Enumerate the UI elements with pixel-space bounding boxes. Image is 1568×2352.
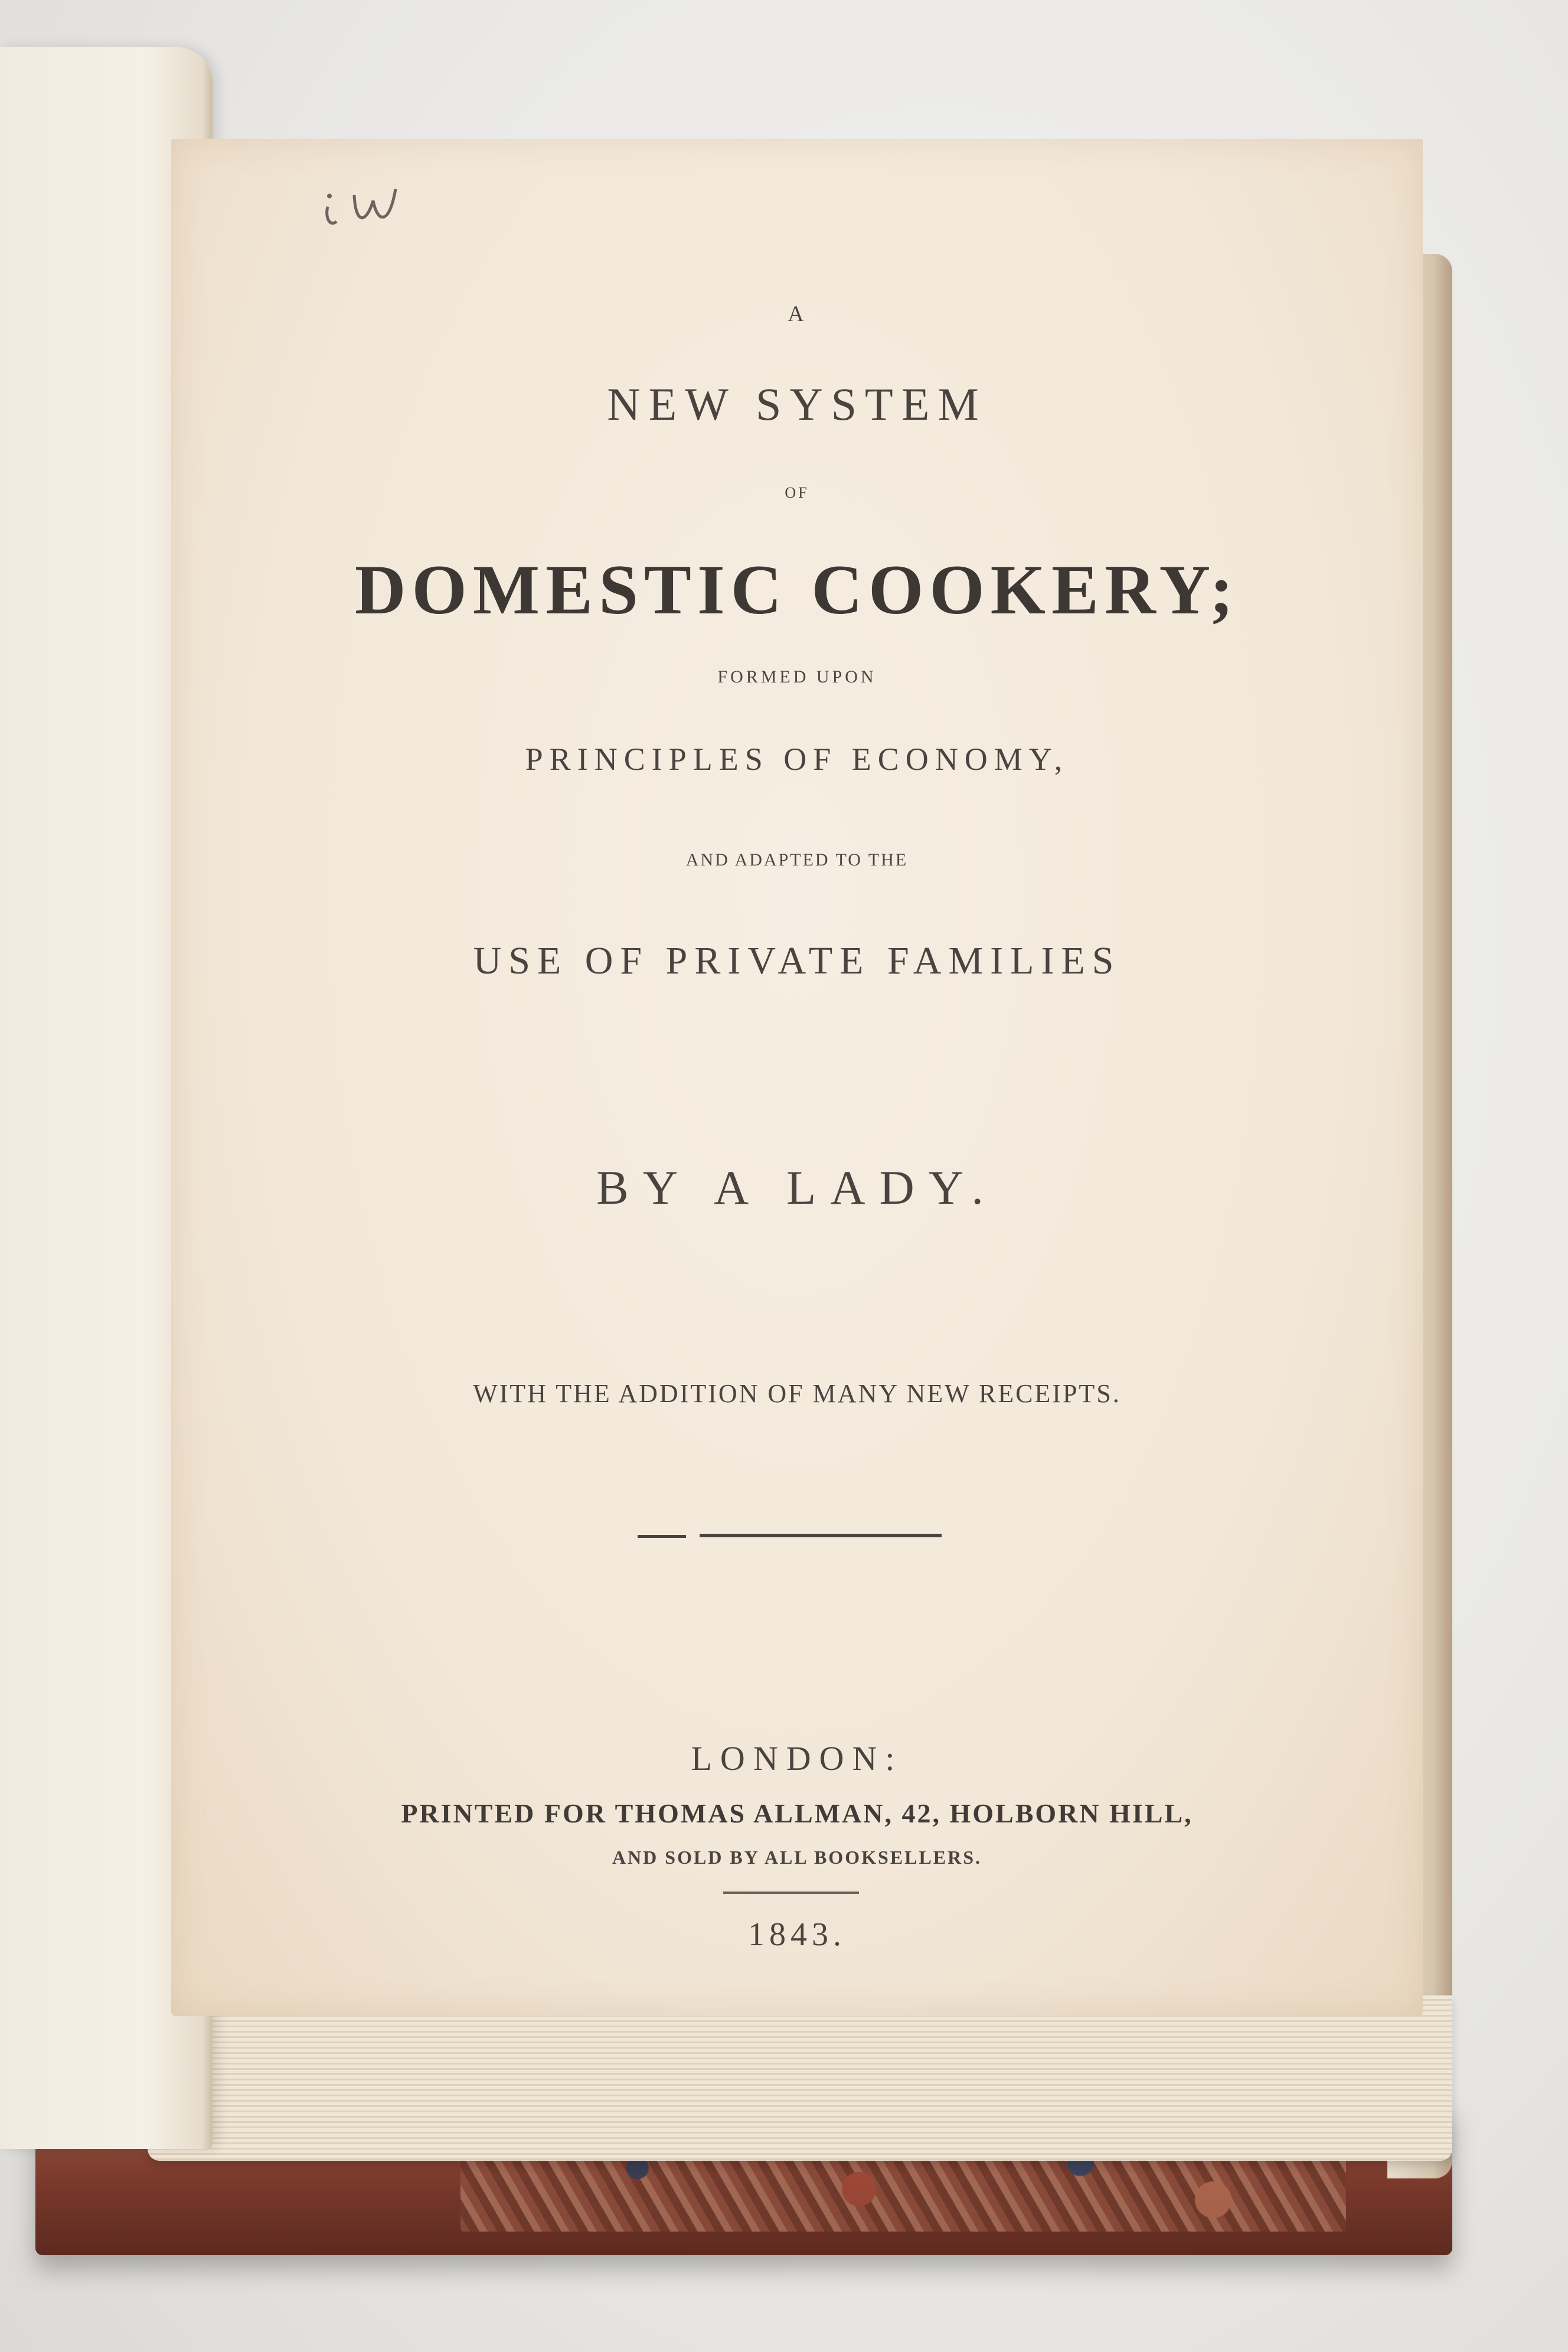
imprint-seller: AND SOLD BY ALL BOOKSELLERS. <box>612 1847 982 1868</box>
main-title: DOMESTIC COOKERY; <box>354 550 1240 629</box>
subtitle-adapted: AND ADAPTED TO THE <box>685 850 909 870</box>
title-line-1: NEW SYSTEM <box>607 378 987 430</box>
imprint-year: 1843. <box>748 1916 846 1953</box>
ornament-rule-long <box>700 1534 942 1537</box>
addition-line: WITH THE ADDITION OF MANY NEW RECEIPTS. <box>473 1379 1121 1408</box>
ornament-rule-short <box>638 1535 686 1538</box>
page-edges <box>148 1995 1452 2161</box>
author-line: BY A LADY. <box>596 1161 998 1214</box>
title-of: OF <box>785 484 809 501</box>
pencil-mark <box>319 171 425 236</box>
imprint-city: LONDON: <box>691 1739 903 1778</box>
subtitle-use: USE OF PRIVATE FAMILIES <box>473 939 1121 982</box>
subtitle-principles: PRINCIPLES OF ECONOMY, <box>525 741 1069 777</box>
imprint-printer: PRINTED FOR THOMAS ALLMAN, 42, HOLBORN HILL, <box>401 1798 1193 1828</box>
year-rule <box>723 1892 859 1894</box>
title-article: A <box>788 302 806 326</box>
subtitle-formed-upon: FORMED UPON <box>717 667 877 687</box>
